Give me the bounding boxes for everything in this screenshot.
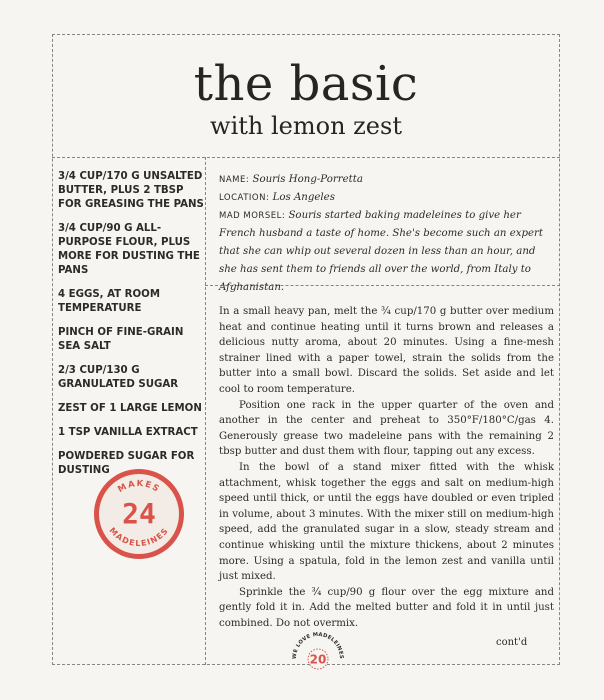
badge-number: 24: [122, 497, 156, 530]
ingredient-item: 2/3 CUP/130 G GRANULATED SUGAR: [58, 365, 179, 390]
contributor-morsel: Souris started baking madeleines to give her French husband a taste of home. She's become such an expert that she can whip out several dozen in less than an hour, and she has sent them to friends all over the world, from Italy to Afghanistan.: [219, 210, 543, 293]
recipe-title: the basic: [193, 56, 419, 112]
ingredient-item: 1 TSP VANILLA EXTRACT: [58, 427, 198, 438]
page-number-badge: [288, 630, 348, 670]
contributor-bio: [219, 171, 556, 297]
badge-bottom-text: MADELEINES: [107, 525, 171, 549]
yield-badge: [91, 466, 187, 562]
ingredient-item: 3/4 CUP/90 G ALL-PURPOSE FLOUR, PLUS MORE FOR DUSTING THE PANS: [58, 223, 200, 276]
ingredient-item: PINCH OF FINE-GRAIN SEA SALT: [58, 327, 184, 352]
recipe-subtitle: with lemon zest: [210, 112, 402, 140]
series-label: WE LOVE MADELEINES: [291, 631, 345, 660]
location-label: LOCATION:: [219, 193, 270, 203]
instruction-paragraph: Position one rack in the upper quarter of the oven and another in the center and preheat to 350°F/180°C/gas 4. Generously grease two madeleine pans with the remaining 2 tbsp butter and dust them with flour, tapping out any excess.: [219, 399, 554, 458]
instruction-paragraph: In the bowl of a stand mixer fitted with the whisk attachment, whisk together the eggs and salt on medium-high speed until thick, or until the eggs have doubled or even tripled in volume, about 3 minutes. With the mixer still on medium-high speed, add the granulated sugar in a slow, steady stream and continue whisking until the mixture thickens, about 2 minutes more. Using a spatula, fold in the lemon zest and vanilla until just mixed.: [219, 461, 554, 583]
badge-top-text: MAKES: [116, 478, 162, 496]
morsel-label: MAD MORSEL:: [219, 211, 286, 221]
instruction-paragraph: In a small heavy pan, melt the ¾ cup/170 g butter over medium heat and continue heating until it turns brown and releases a delicious nutty aroma, about 20 minutes. Using a fine-mesh strainer lined with a paper towel, strain the solids from the butter into a small bowl. Discard the solids. Set aside and let cool to room temperature.: [219, 306, 554, 395]
contributor-name: Souris Hong-Porretta: [252, 174, 363, 185]
contributor-location: Los Angeles: [272, 192, 335, 203]
divider-header: [52, 157, 560, 158]
ingredient-item: POWDERED SUGAR FOR DUSTING: [58, 451, 195, 476]
name-label: NAME:: [219, 175, 250, 185]
page-number: 20: [309, 652, 327, 667]
instruction-paragraph: Sprinkle the ¾ cup/90 g flour over the egg mixture and gently fold it in. Add the melted butter and fold it in until just combined. Do not overmix.: [219, 586, 554, 629]
continued-note: cont'd: [496, 637, 528, 648]
ingredient-item: 4 EGGS, AT ROOM TEMPERATURE: [58, 289, 160, 314]
ingredient-item: ZEST OF 1 LARGE LEMON: [58, 403, 202, 414]
ingredient-list: [58, 170, 206, 488]
recipe-instructions: [219, 304, 554, 631]
ingredient-item: 3/4 CUP/170 G UNSALTED BUTTER, PLUS 2 TBSP FOR GREASING THE PANS: [58, 171, 204, 210]
